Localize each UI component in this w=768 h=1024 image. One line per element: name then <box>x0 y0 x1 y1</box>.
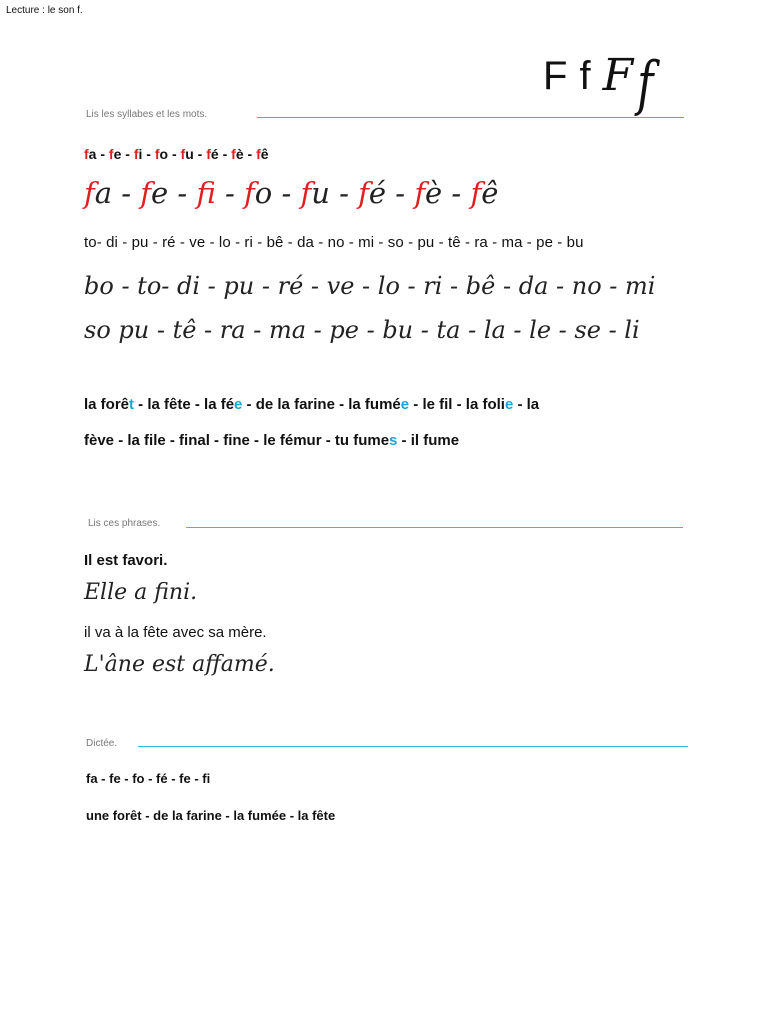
script-uppercase-f: F <box>602 50 634 101</box>
dictee-line-1: fa - fe - fo - fé - fe - fi <box>86 771 211 786</box>
syllable-separator: - <box>96 146 109 162</box>
sentence-1: Il est favori. <box>84 552 168 569</box>
syllable-consonant: f <box>414 176 426 210</box>
cursive-syllable-line-2: so pu - tê - ra - ma - pe - bu - ta - la - le - se - li <box>84 316 640 344</box>
syllable-line: to- di - pu - ré - ve - lo - ri - bê - da - no - mi - so - pu - tê - ra - ma - pe - bu <box>84 234 584 251</box>
word-text: - la <box>513 396 540 413</box>
page-header: Lecture : le son f. <box>6 5 83 16</box>
syllable-consonant: f <box>256 146 261 162</box>
syllable-separator: - <box>168 176 197 210</box>
silent-letter: e <box>400 396 410 413</box>
syllable-separator: - <box>193 146 207 162</box>
word-text: fève - la file - final - fine - le fémur - tu fume <box>84 432 390 449</box>
word-text: - le fil - la foli <box>409 396 505 413</box>
word-text: - il fume <box>397 432 460 449</box>
word-text: la forê <box>84 396 130 413</box>
sentence-3: il va à la fête avec sa mère. <box>84 624 267 641</box>
syllable-consonant: f <box>470 176 482 210</box>
syllable-vowel: ê <box>481 176 499 210</box>
silent-letter: e <box>504 396 514 413</box>
silent-letter: s <box>389 432 398 449</box>
section-rule <box>257 117 684 118</box>
syllable-consonant: f <box>180 146 186 162</box>
syllable-vowel: é <box>210 146 219 162</box>
syllable-vowel: u <box>185 146 194 162</box>
syllable-separator: - <box>329 176 359 210</box>
script-syllables-row <box>84 176 498 210</box>
syllable-consonant: f <box>196 176 216 210</box>
words-line-2 <box>84 432 459 449</box>
syllable-consonant: f <box>206 146 211 162</box>
syllable-vowel: o <box>159 146 169 162</box>
syllable-vowel: è <box>235 146 244 162</box>
syllable-separator: - <box>168 146 181 162</box>
syllable-consonant: f <box>358 176 369 210</box>
syllable-consonant: f <box>154 146 160 162</box>
silent-letter: e <box>234 396 243 413</box>
syllable-vowel: ê <box>260 146 269 162</box>
print-uppercase-f: F <box>543 54 568 98</box>
print-lowercase-f: f <box>579 54 591 98</box>
syllable-vowel: a <box>94 176 113 210</box>
syllable-separator: - <box>243 146 257 162</box>
sentence-2-script: Elle a fini. <box>84 580 198 605</box>
syllable-separator: - <box>442 176 471 210</box>
syllable-separator: - <box>121 146 134 162</box>
syllable-vowel: è <box>425 176 443 210</box>
syllable-vowel: a <box>88 146 97 162</box>
syllable-vowel: e <box>113 146 122 162</box>
syllable-separator: - <box>215 176 245 210</box>
words-line-1 <box>84 396 539 413</box>
section-label-dictee: Dictée. <box>86 738 118 749</box>
syllable-consonant: f <box>133 146 139 162</box>
cursive-syllable-line-1: bo - to- di - pu - ré - ve - lo - ri - bê - da - no - mi <box>84 272 656 300</box>
syllable-consonant: f <box>84 146 89 162</box>
syllable-separator: - <box>142 146 155 162</box>
section-rule <box>138 746 688 747</box>
section-label-sentences: Lis ces phrases. <box>88 518 161 529</box>
syllable-consonant: f <box>244 176 255 210</box>
word-text: - la fête - la fé <box>134 396 235 413</box>
sentence-4-script: L'âne est affamé. <box>84 652 275 677</box>
syllable-consonant: f <box>84 176 95 210</box>
syllable-vowel: e <box>151 176 169 210</box>
syllable-vowel: é <box>368 176 387 210</box>
syllable-vowel: i <box>138 146 143 162</box>
syllable-separator: - <box>386 176 415 210</box>
syllable-vowel: o <box>254 176 273 210</box>
syllable-separator: - <box>218 146 232 162</box>
syllable-vowel: u <box>311 176 330 210</box>
syllable-separator: - <box>272 176 301 210</box>
word-text: - de la farine - la fumé <box>242 396 401 413</box>
syllable-consonant: f <box>108 146 114 162</box>
section-rule <box>186 527 683 528</box>
dictee-line-2: une forêt - de la farine - la fumée - la fête <box>86 808 336 823</box>
script-lowercase-f: f <box>637 49 654 119</box>
syllable-separator: - <box>112 176 141 210</box>
silent-letter: t <box>129 396 135 413</box>
section-label-syllables: Lis les syllabes et les mots. <box>86 109 208 120</box>
syllable-consonant: f <box>231 146 236 162</box>
letter-display <box>543 49 657 119</box>
syllable-consonant: f <box>300 176 312 210</box>
print-syllables-row <box>84 146 269 162</box>
syllable-consonant: f <box>140 176 152 210</box>
